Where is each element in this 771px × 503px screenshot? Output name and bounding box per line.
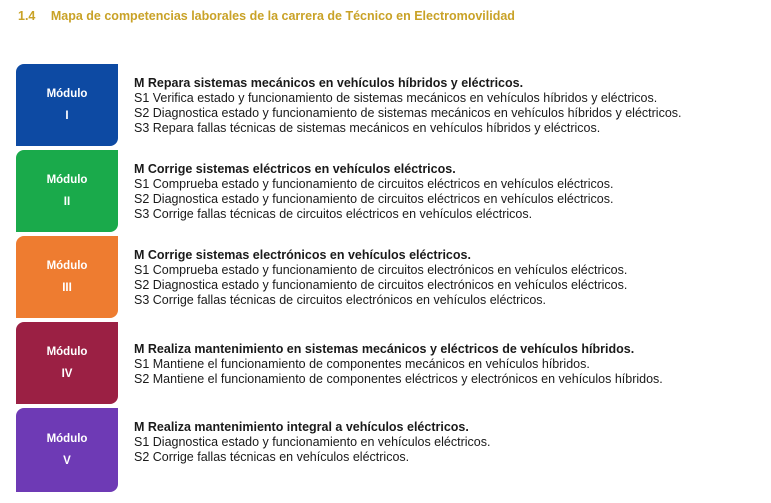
sub-competency: S2 Mantiene el funcionamiento de componentes eléctricos y electrónicos en vehículos híbridos. [134, 372, 663, 386]
module-content [134, 236, 627, 308]
section-number: 1.4 [18, 9, 36, 23]
sub-competency: S3 Repara fallas técnicas de sistemas mecánicos en vehículos híbridos y eléctricos. [134, 121, 601, 135]
module-label: Módulo [46, 346, 88, 358]
section-heading [18, 9, 515, 23]
module-numeral: I [65, 110, 69, 122]
module-badge [16, 150, 118, 232]
module-label: Módulo [46, 174, 88, 186]
module-badge [16, 64, 118, 146]
module-label: Módulo [46, 88, 88, 100]
sub-competency: S1 Diagnostica estado y funcionamiento en vehículos eléctricos. [134, 435, 491, 449]
module-1 [16, 64, 756, 146]
module-title: M Realiza mantenimiento integral a vehículos eléctricos. [134, 420, 469, 434]
module-title: M Corrige sistemas electrónicos en vehículos eléctricos. [134, 248, 471, 262]
module-4 [16, 322, 756, 404]
sub-competency: S1 Comprueba estado y funcionamiento de circuitos eléctricos en vehículos eléctricos. [134, 177, 614, 191]
module-numeral: V [63, 455, 71, 467]
module-title: M Realiza mantenimiento en sistemas mecánicos y eléctricos de vehículos híbridos. [134, 342, 635, 356]
module-label: Módulo [46, 433, 88, 445]
sub-competency: S2 Diagnostica estado y funcionamiento de circuitos eléctricos en vehículos eléctricos. [134, 192, 614, 206]
sub-competency: S3 Corrige fallas técnicas de circuitos electrónicos en vehículos eléctricos. [134, 293, 546, 307]
module-numeral: IV [61, 368, 73, 380]
module-2 [16, 150, 756, 232]
module-badge [16, 408, 118, 492]
module-5 [16, 408, 756, 492]
module-title: M Corrige sistemas eléctricos en vehículos eléctricos. [134, 162, 456, 176]
module-numeral: III [62, 282, 72, 294]
sub-competency: S2 Diagnostica estado y funcionamiento de sistemas mecánicos en vehículos híbridos y eléctricos. [134, 106, 682, 120]
module-content [134, 150, 613, 222]
sub-competency: S1 Mantiene el funcionamiento de componentes mecánicos en vehículos híbridos. [134, 357, 590, 371]
module-label: Módulo [46, 260, 88, 272]
sub-competency: S1 Comprueba estado y funcionamiento de circuitos electrónicos en vehículos eléctricos. [134, 263, 628, 277]
module-badge [16, 322, 118, 404]
sub-competency: S2 Corrige fallas técnicas en vehículos eléctricos. [134, 450, 410, 464]
module-title: M Repara sistemas mecánicos en vehículos híbridos y eléctricos. [134, 76, 524, 90]
module-content [134, 322, 663, 387]
sub-competency: S3 Corrige fallas técnicas de circuitos eléctricos en vehículos eléctricos. [134, 207, 533, 221]
module-badge [16, 236, 118, 318]
module-content [134, 64, 682, 136]
sub-competency: S2 Diagnostica estado y funcionamiento de circuitos electrónicos en vehículos eléctricos. [134, 278, 628, 292]
section-title: Mapa de competencias laborales de la carrera de Técnico en Electromovilidad [50, 9, 515, 23]
module-numeral: II [63, 196, 71, 208]
module-3 [16, 236, 756, 318]
sub-competency: S1 Verifica estado y funcionamiento de sistemas mecánicos en vehículos híbridos y eléctricos. [134, 91, 658, 105]
module-content [134, 408, 490, 465]
